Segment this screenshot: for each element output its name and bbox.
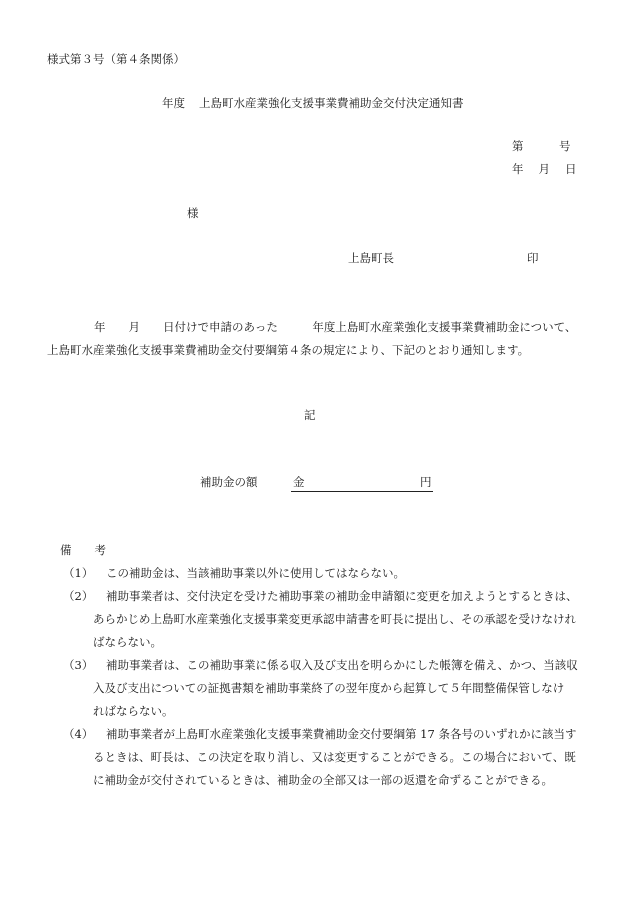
seal-mark: 印 bbox=[527, 251, 539, 265]
note-number: （4） bbox=[63, 727, 94, 741]
date-day: 日 bbox=[565, 162, 577, 176]
note-line: 補助事業者は、交付決定を受けた補助事業の補助金申請額に変更を加えようとするときは、 bbox=[106, 589, 578, 603]
note-line: 補助事業者は、この補助事業に係る収入及び支出を明らかにした帳簿を備え、かつ、当該収 bbox=[106, 658, 578, 672]
note-line: ばならない。 bbox=[93, 635, 162, 649]
recipient-suffix: 様 bbox=[187, 206, 199, 220]
amount-underline bbox=[291, 491, 433, 492]
ki-heading: 記 bbox=[304, 408, 316, 422]
note-line: ればならない。 bbox=[93, 704, 174, 718]
note-number: （2） bbox=[63, 589, 94, 603]
body-text-line-1: 年 月 日付けで申請のあった 年度上島町水産業強化支援事業費補助金について、 bbox=[94, 320, 577, 334]
amount-label: 補助金の額 bbox=[200, 475, 258, 489]
note-number: （1） bbox=[63, 566, 94, 580]
note-line: に補助金が交付されているときは、補助金の全部又は一部の返還を命ずることができる。 bbox=[93, 773, 553, 787]
note-number: （3） bbox=[63, 658, 94, 672]
reference-date bbox=[512, 164, 577, 176]
note-line: あらかじめ上島町水産業強化支援事業変更承認申請書を町長に提出し、その承認を受けなけれ bbox=[93, 612, 576, 626]
title-year-word: 年度 bbox=[162, 96, 185, 110]
note-line: 入及び支出についての証拠書類を補助事業終了の翌年度から起算して５年間整備保管しなけ bbox=[93, 681, 565, 695]
note-line: この補助金は、当該補助事業以外に使用してはならない。 bbox=[106, 566, 405, 580]
note-line: 補助事業者が上島町水産業強化支援事業費補助金交付要綱第 17 条各号のいずれかに該当す bbox=[106, 727, 577, 741]
reference-number-prefix: 第 bbox=[512, 139, 524, 153]
remarks-heading: 備 考 bbox=[60, 543, 106, 557]
amount-unit: 円 bbox=[420, 475, 432, 489]
note-line: るときは、町長は、この決定を取り消し、又は変更することができる。この場合において、既 bbox=[93, 750, 576, 764]
issuer-title: 上島町長 bbox=[348, 251, 394, 265]
form-label: 様式第３号（第４条関係） bbox=[47, 52, 185, 66]
amount-prefix: 金 bbox=[293, 475, 305, 489]
body-text-line-2: 上島町水産業強化支援事業費補助金交付要綱第４条の規定により、下記のとおり通知します。 bbox=[47, 343, 530, 357]
date-year: 年 bbox=[512, 162, 524, 176]
reference-number-suffix: 号 bbox=[559, 139, 571, 153]
date-month: 月 bbox=[538, 162, 550, 176]
document-title bbox=[162, 98, 464, 110]
title-name: 上島町水産業強化支援事業費補助金交付決定通知書 bbox=[199, 96, 464, 110]
